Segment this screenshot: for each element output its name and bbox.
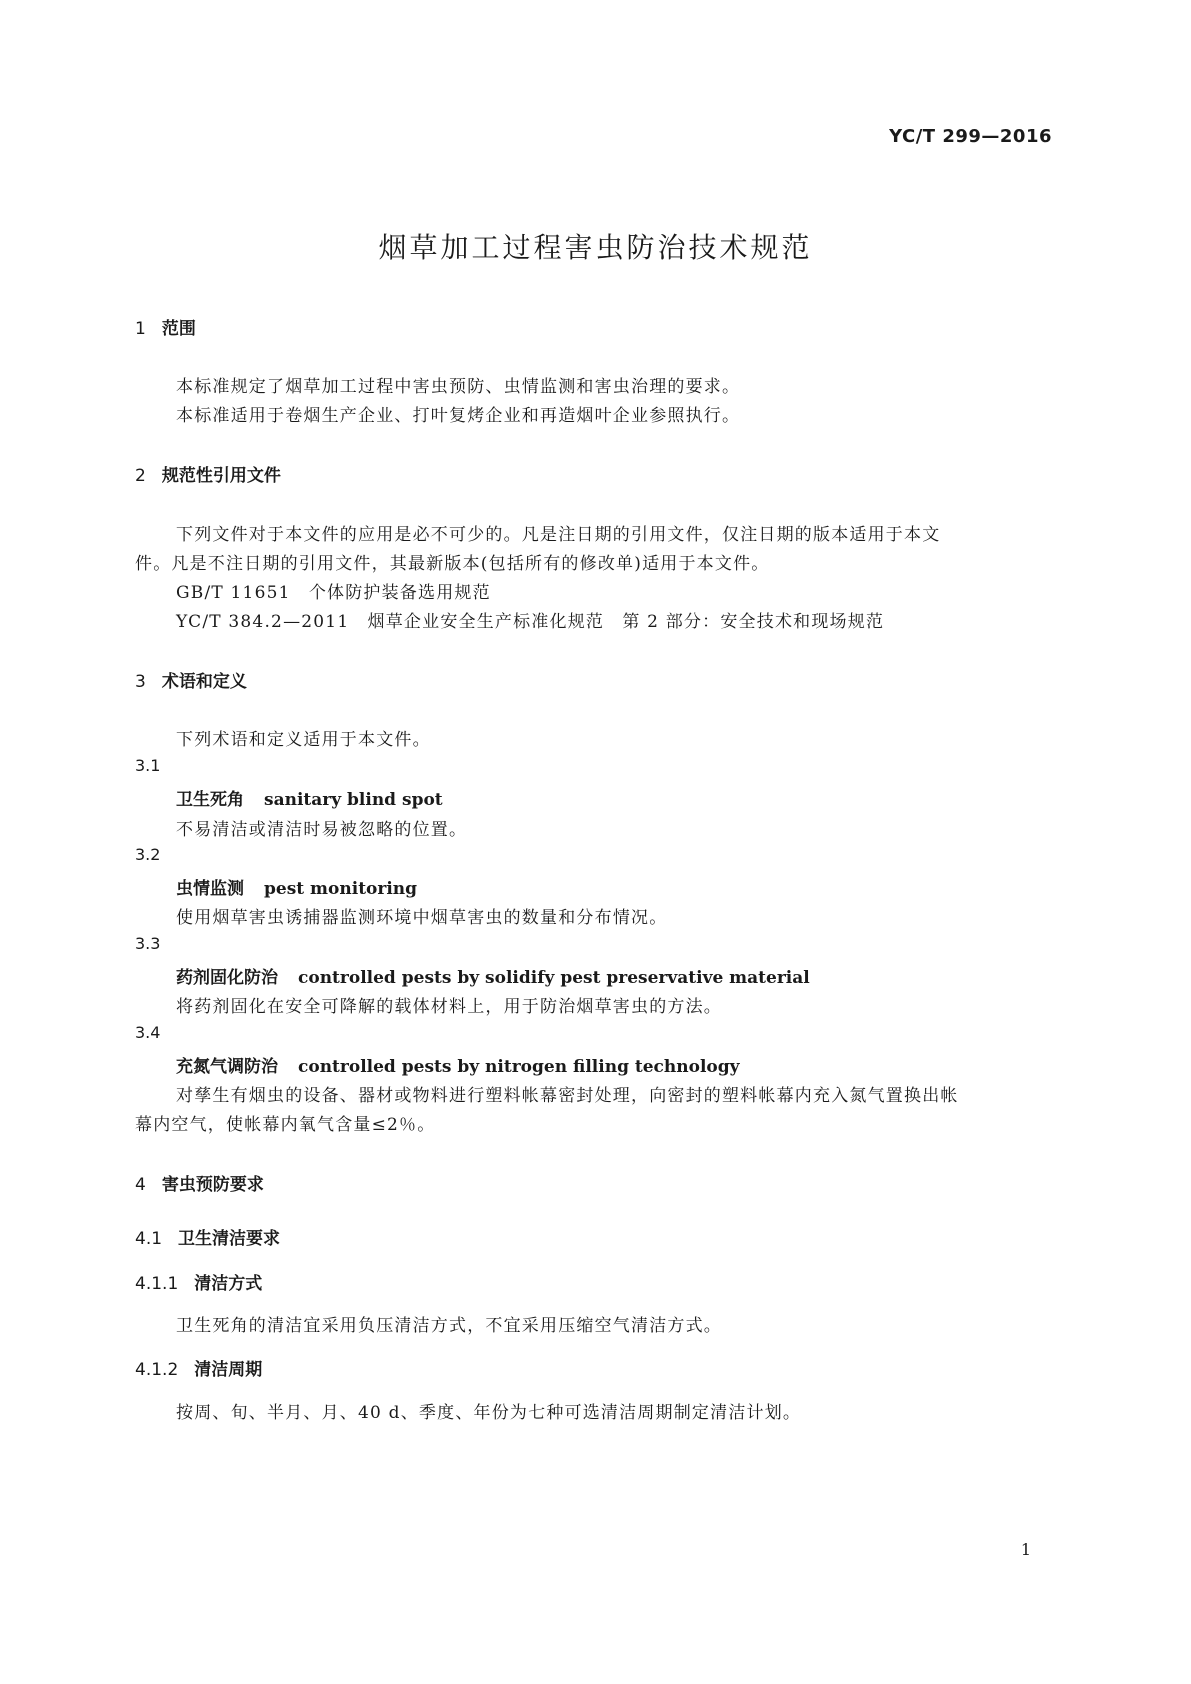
subsection-4-1-1-heading: [135, 1269, 262, 1294]
section-number: 4: [135, 1175, 146, 1195]
section-title: 清洁周期: [194, 1360, 263, 1380]
section-title: 范围: [161, 319, 196, 339]
term-entry: [176, 874, 417, 899]
section-number: 4.1.2: [135, 1360, 179, 1380]
term-cn: 卫生死角: [176, 790, 244, 810]
document-title: 烟草加工过程害虫防治技术规范: [378, 231, 813, 264]
page-number: 1: [1020, 1540, 1031, 1559]
term-definition: 使用烟草害虫诱捕器监测环境中烟草害虫的数量和分布情况。: [176, 908, 668, 928]
section-title: 清洁方式: [194, 1274, 263, 1294]
section-number: 3: [135, 672, 146, 692]
paragraph: 按周、旬、半月、月、40 d、季度、年份为七种可选清洁周期制定清洁计划。: [176, 1403, 802, 1423]
term-definition-continuation: 幕内空气，使帐幕内氧气含量≤2％。: [135, 1115, 436, 1135]
paragraph: 本标准规定了烟草加工过程中害虫预防、虫情监测和害虫治理的要求。: [176, 377, 741, 397]
section-number: 4.1: [135, 1229, 163, 1249]
paragraph-continuation: 件。凡是不注日期的引用文件，其最新版本(包括所有的修改单)适用于本文件。: [135, 554, 770, 574]
section-title: 卫生清洁要求: [178, 1229, 281, 1249]
section-title: 规范性引用文件: [161, 466, 281, 486]
section-number: 4.1.1: [135, 1274, 179, 1294]
section-number: 1: [135, 319, 146, 339]
term-en: sanitary blind spot: [264, 790, 443, 810]
term-en: controlled pests by nitrogen filling technology: [298, 1057, 740, 1077]
section-2-heading: [135, 461, 281, 486]
section-title: 害虫预防要求: [161, 1175, 264, 1195]
term-en: pest monitoring: [264, 879, 418, 899]
paragraph: 下列术语和定义适用于本文件。: [176, 730, 431, 750]
term-cn: 药剂固化防治: [176, 968, 278, 988]
term-entry: [176, 785, 443, 810]
term-definition: 不易清洁或清洁时易被忽略的位置。: [176, 820, 468, 840]
subsection-4-1-heading: [135, 1224, 280, 1249]
term-entry: [176, 1052, 740, 1077]
reference-item: YC/T 384.2—2011 烟草企业安全生产标准化规范 第 2 部分：安全技术和现场规范: [176, 612, 885, 632]
standard-number: YC/T 299—2016: [889, 126, 1052, 147]
term-en: controlled pests by solidify pest preservative material: [298, 968, 810, 988]
term-definition: 将药剂固化在安全可降解的载体材料上，用于防治烟草害虫的方法。: [176, 997, 722, 1017]
reference-item: GB/T 11651 个体防护装备选用规范: [176, 583, 491, 603]
subsection-4-1-2-heading: [135, 1355, 262, 1380]
term-definition: 对孳生有烟虫的设备、器材或物料进行塑料帐幕密封处理，向密封的塑料帐幕内充入氮气置换出帐: [176, 1086, 959, 1106]
term-number: 3.1: [135, 756, 161, 775]
term-number: 3.4: [135, 1023, 161, 1042]
term-number: 3.2: [135, 845, 161, 864]
term-number: 3.3: [135, 934, 161, 953]
term-cn: 虫情监测: [176, 879, 244, 899]
section-1-heading: [135, 314, 196, 339]
section-4-heading: [135, 1170, 264, 1195]
term-cn: 充氮气调防治: [176, 1057, 278, 1077]
paragraph: 下列文件对于本文件的应用是必不可少的。凡是注日期的引用文件，仅注日期的版本适用于本文: [176, 525, 941, 545]
section-number: 2: [135, 466, 146, 486]
section-3-heading: [135, 667, 247, 692]
paragraph: 本标准适用于卷烟生产企业、打叶复烤企业和再造烟叶企业参照执行。: [176, 406, 741, 426]
section-title: 术语和定义: [161, 672, 247, 692]
paragraph: 卫生死角的清洁宜采用负压清洁方式，不宜采用压缩空气清洁方式。: [176, 1316, 722, 1336]
term-entry: [176, 963, 810, 988]
